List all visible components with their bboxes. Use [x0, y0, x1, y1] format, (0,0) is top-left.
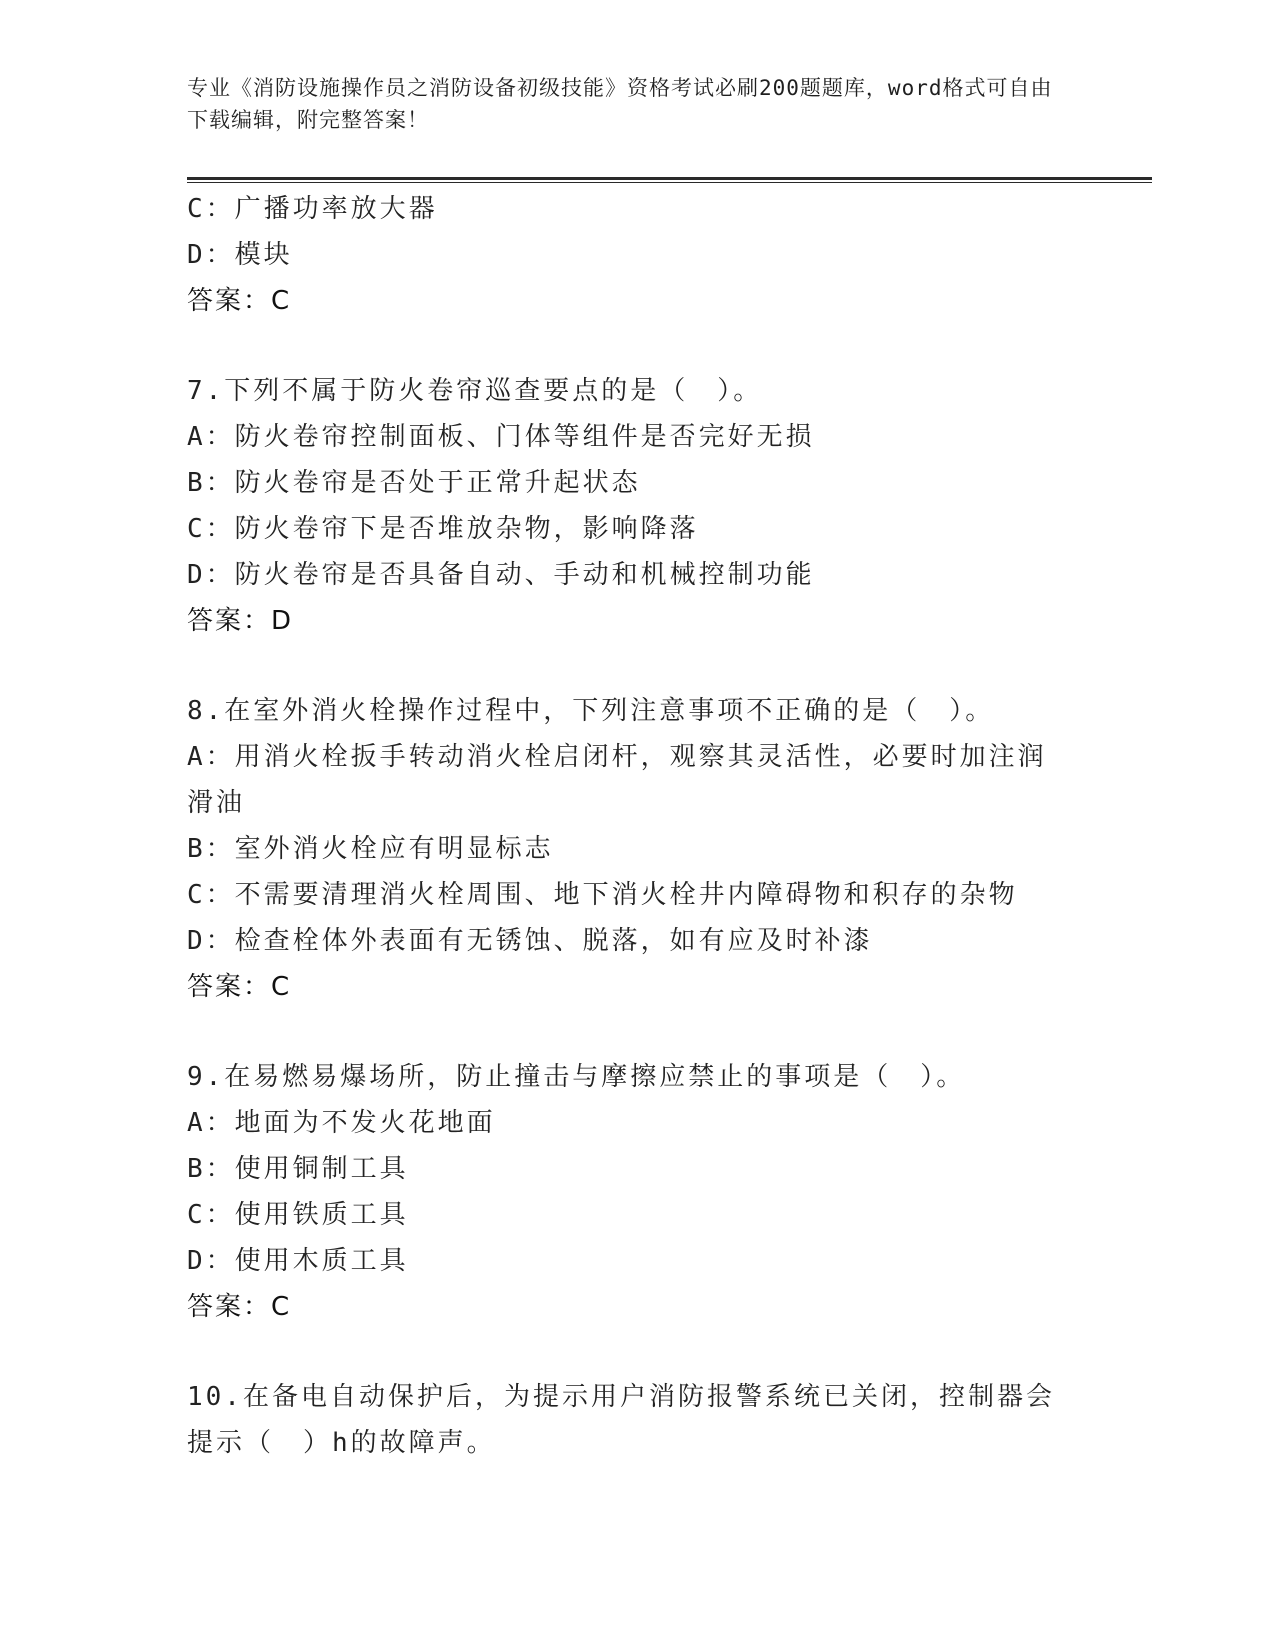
option-d: D：模块	[187, 240, 293, 270]
answer: 答案：C	[187, 1292, 292, 1322]
header-rule-thick	[187, 177, 1152, 180]
question-9	[187, 1054, 1087, 1330]
option-b: B：使用铜制工具	[187, 1154, 409, 1184]
document-header: 专业《消防设施操作员之消防设备初级技能》资格考试必刷200题题库，word格式可自由下载编辑，附完整答案！	[187, 76, 1053, 132]
option-d: D：检查栓体外表面有无锈蚀、脱落，如有应及时补漆	[187, 926, 873, 956]
question-7	[187, 368, 1087, 644]
header-rule-thin	[187, 182, 1152, 183]
question-stem: 10.在备电自动保护后，为提示用户消防报警系统已关闭，控制器会提示（ ）h的故障声。	[187, 1382, 1055, 1458]
question-stem: 9.在易燃易爆场所，防止撞击与摩擦应禁止的事项是（ ）。	[187, 1062, 966, 1092]
option-c: C：不需要清理消火栓周围、地下消火栓井内障碍物和积存的杂物	[187, 880, 1018, 910]
answer: 答案：C	[187, 972, 292, 1002]
option-a: A：地面为不发火花地面	[187, 1108, 496, 1138]
option-b: B：室外消火栓应有明显标志	[187, 834, 554, 864]
question-8	[187, 688, 1087, 1010]
option-c: C：广播功率放大器	[187, 194, 438, 224]
option-d: D：防火卷帘是否具备自动、手动和机械控制功能	[187, 560, 815, 590]
answer: 答案：C	[187, 286, 292, 316]
question-list	[187, 186, 1087, 1466]
partial-question-6	[187, 186, 1087, 324]
question-stem: 7.下列不属于防火卷帘巡查要点的是（ ）。	[187, 376, 763, 406]
option-c: C：使用铁质工具	[187, 1200, 409, 1230]
question-stem: 8.在室外消火栓操作过程中，下列注意事项不正确的是（ ）。	[187, 696, 995, 726]
answer: 答案：D	[187, 606, 294, 636]
option-b: B：防火卷帘是否处于正常升起状态	[187, 468, 641, 498]
option-c: C：防火卷帘下是否堆放杂物，影响降落	[187, 514, 699, 544]
option-a: A：防火卷帘控制面板、门体等组件是否完好无损	[187, 422, 815, 452]
option-a: A：用消火栓扳手转动消火栓启闭杆，观察其灵活性，必要时加注润滑油	[187, 742, 1047, 818]
question-10	[187, 1374, 1087, 1466]
option-d: D：使用木质工具	[187, 1246, 409, 1276]
